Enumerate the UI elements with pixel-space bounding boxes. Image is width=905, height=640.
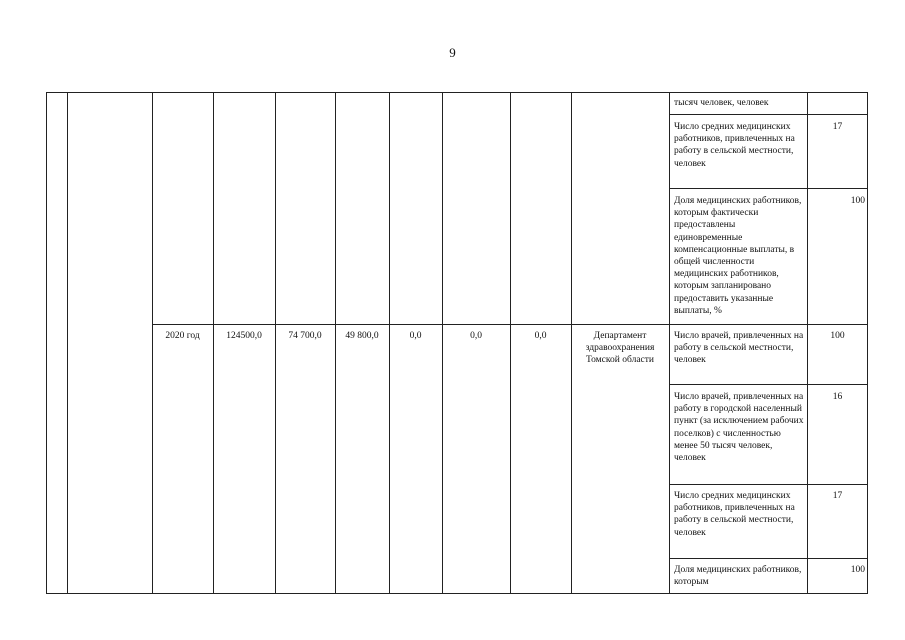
indicator-row-divider <box>669 484 868 485</box>
total-funding-cell: 124500,0 <box>226 331 262 341</box>
year-row-divider <box>152 324 868 325</box>
table-column-divider <box>807 92 808 593</box>
indicator-text: Число врачей, привлеченных на работу в городской населенный пункт (за исключением рабочих поселков) с численностью менее 50 тысяч человек, человек <box>674 392 804 464</box>
indicator-value: 100 <box>850 196 865 206</box>
indicator-text: тысяч человек, человек <box>674 98 769 108</box>
indicator-text: Число средних медицинских работников, привлеченных на работу в сельской местности, человек <box>674 122 795 169</box>
table-column-divider <box>389 92 390 593</box>
indicator-value: 100 <box>850 565 865 575</box>
table-column-divider <box>335 92 336 593</box>
table-column-divider <box>669 92 670 593</box>
indicator-row-divider <box>669 188 868 189</box>
table-column-divider <box>571 92 572 593</box>
funding-cell: 74 700,0 <box>288 331 322 341</box>
funding-cell: 0,0 <box>470 331 482 341</box>
table-column-divider <box>152 92 153 593</box>
table-border-right <box>867 92 868 593</box>
indicator-row-divider <box>669 384 868 385</box>
indicator-text: Число врачей, привлеченных на работу в сельской местности, человек <box>674 331 804 366</box>
indicator-value: 17 <box>832 491 843 501</box>
page-number: 9 <box>449 45 456 60</box>
indicator-text: Число средних медицинских работников, привлеченных на работу в сельской местности, человек <box>674 491 795 538</box>
indicator-text: Доля медицинских работников, которым фактически предоставлены единовременные компенсационные выплаты, в общей численности медицинских работников, которым запланировано предоставить указанные выплаты, % <box>674 196 802 316</box>
table-column-divider <box>213 92 214 593</box>
indicator-row-divider <box>669 558 868 559</box>
funding-cell: 49 800,0 <box>345 331 379 341</box>
table-column-divider <box>510 92 511 593</box>
indicator-value: 16 <box>832 392 843 402</box>
executor-cell: Департамент здравоохранения Томской области <box>585 331 655 366</box>
table-column-divider <box>442 92 443 593</box>
indicator-row-divider <box>669 114 868 115</box>
table-border-top <box>46 92 868 93</box>
funding-cell: 0,0 <box>409 331 422 341</box>
indicator-value: 100 <box>830 331 845 341</box>
indicator-text: Доля медицинских работников, которым <box>674 565 802 588</box>
table-column-divider <box>275 92 276 593</box>
table-border-bottom <box>46 593 868 594</box>
table-border-left <box>46 92 47 593</box>
table-column-divider <box>67 92 68 593</box>
indicator-value: 17 <box>832 122 843 132</box>
funding-cell: 0,0 <box>534 331 547 341</box>
year-cell: 2020 год <box>165 331 200 341</box>
